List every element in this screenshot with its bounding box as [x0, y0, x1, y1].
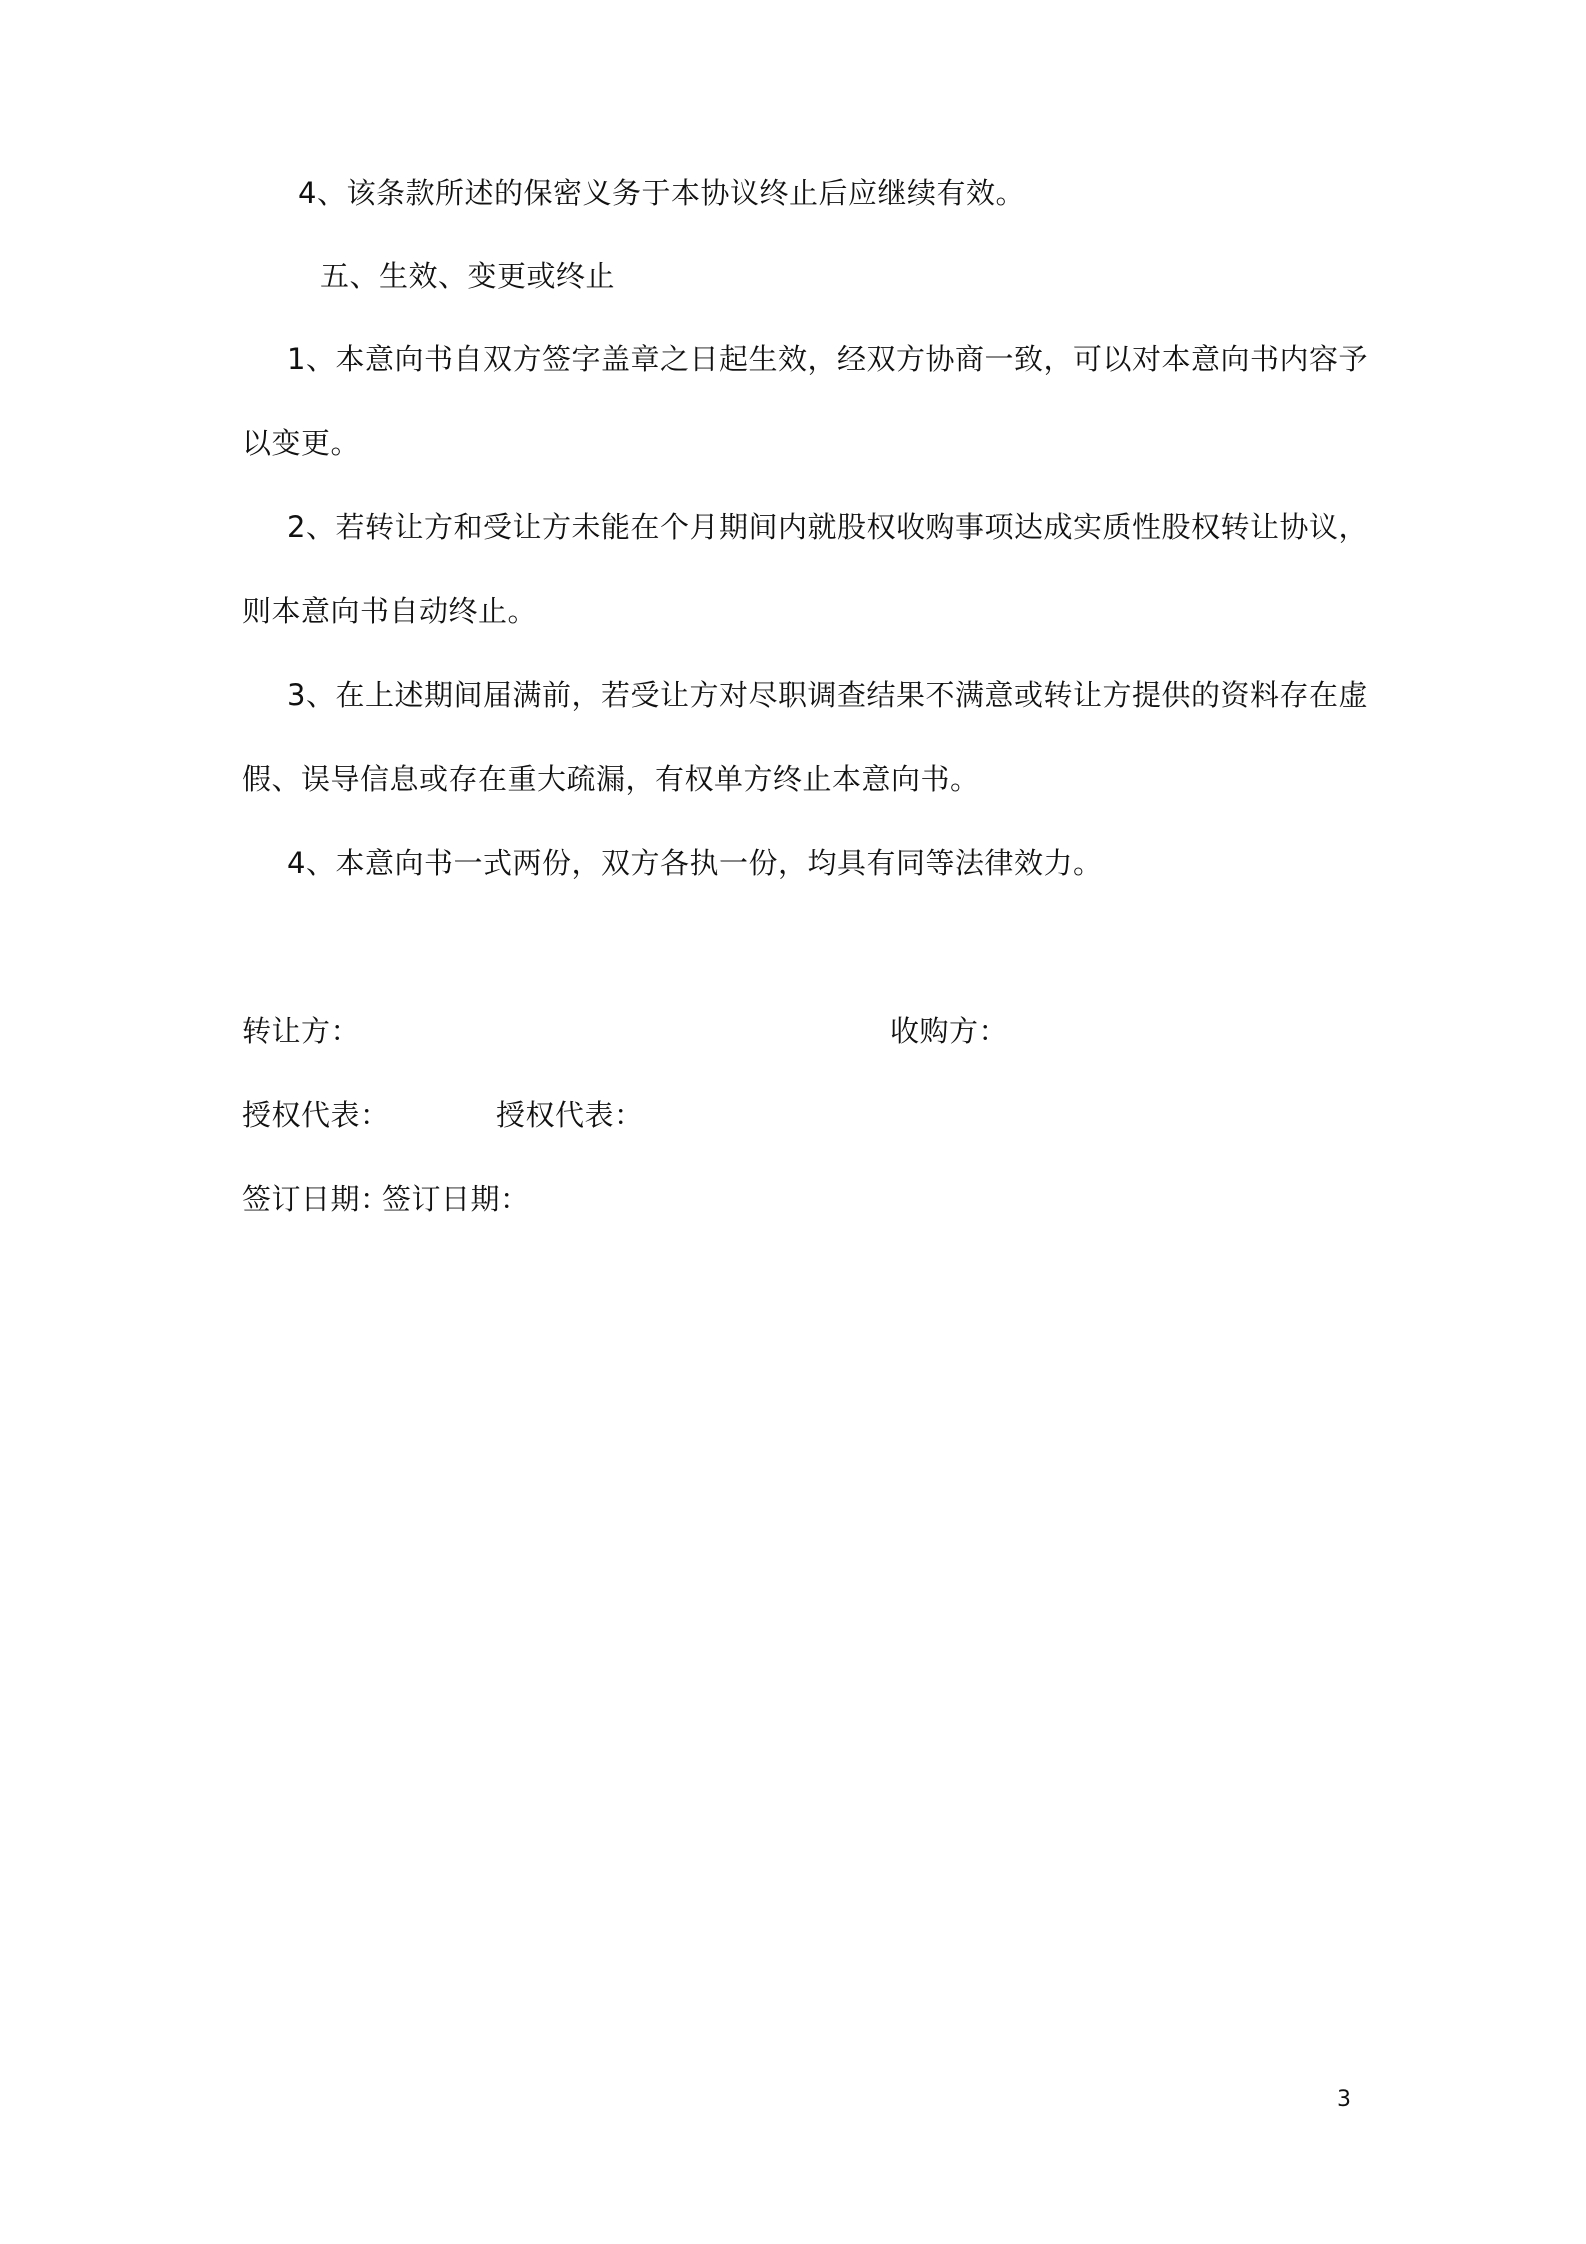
clause-4-confidentiality: 4、该条款所述的保密义务于本协议终止后应继续有效。 — [298, 176, 1025, 210]
item-3-line-1: 3、在上述期间届满前，若受让方对尽职调查结果不满意或转让方提供的资料存在虚 — [287, 678, 1368, 712]
item-1-line-1: 1、本意向书自双方签字盖章之日起生效，经双方协商一致，可以对本意向书内容予 — [287, 342, 1368, 376]
sign-date-label-transferor: 签订日期： — [242, 1182, 390, 1216]
page-number: 3 — [1337, 2087, 1351, 2112]
sign-date-label-acquirer: 签订日期： — [382, 1182, 530, 1216]
item-2-line-2: 则本意向书自动终止。 — [242, 594, 538, 628]
item-4: 4、本意向书一式两份，双方各执一份，均具有同等法律效力。 — [287, 846, 1103, 880]
item-1-line-2: 以变更。 — [242, 426, 361, 460]
authorized-rep-label-transferor: 授权代表： — [242, 1098, 390, 1132]
section-title: 五、生效、变更或终止 — [320, 259, 616, 293]
item-2-line-1: 2、若转让方和受让方未能在个月期间内就股权收购事项达成实质性股权转让协议， — [287, 510, 1368, 544]
acquirer-label: 收购方： — [890, 1014, 1009, 1048]
authorized-rep-label-acquirer: 授权代表： — [496, 1098, 644, 1132]
transferor-label: 转让方： — [242, 1014, 361, 1048]
item-3-line-2: 假、误导信息或存在重大疏漏，有权单方终止本意向书。 — [242, 762, 980, 796]
